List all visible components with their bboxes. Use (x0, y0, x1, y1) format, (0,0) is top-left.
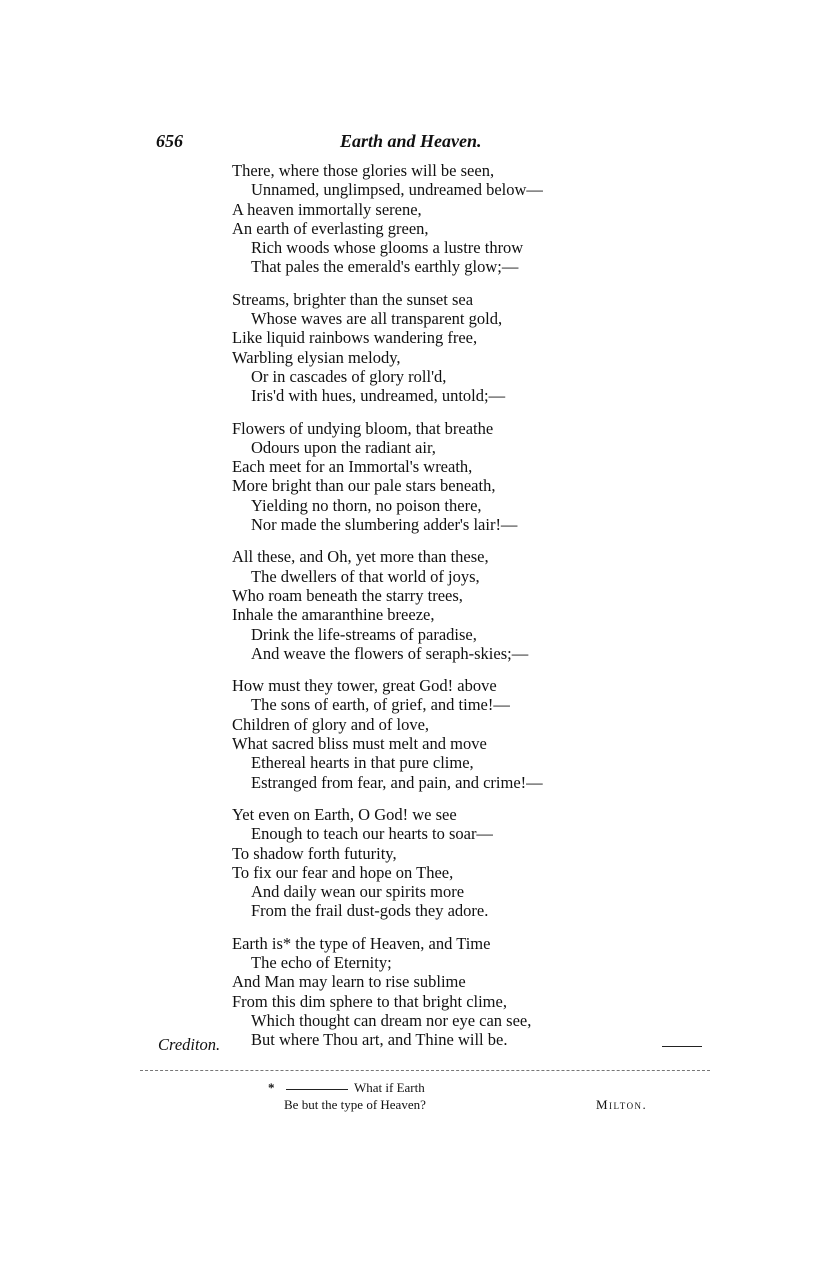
running-title: Earth and Heaven. (340, 131, 482, 151)
poem-line: Odours upon the radiant air, (251, 437, 436, 457)
footnote-quote-2: Be but the type of Heaven? (284, 1097, 426, 1112)
poem-line: But where Thou art, and Thine will be. (251, 1030, 508, 1050)
poem-line: How must they tower, great God! above (232, 676, 497, 696)
poem-line: Drink the life-streams of paradise, (251, 624, 477, 644)
poem-line: All these, and Oh, yet more than these, (232, 547, 489, 567)
poem-line: More bright than our pale stars beneath, (232, 476, 496, 496)
stanza-5 (232, 676, 652, 792)
poem-line: Yet even on Earth, O God! we see (232, 804, 457, 824)
poem-line: Rich woods whose glooms a lustre throw (251, 238, 524, 258)
poem-line: Estranged from fear, and pain, and crime!— (251, 772, 543, 792)
poem-line: From the frail dust-gods they adore. (251, 901, 489, 921)
poem-line: And daily wean our spirits more (251, 882, 465, 902)
stanza-6 (232, 805, 652, 921)
poem-line: Iris'd with hues, undreamed, untold;— (251, 386, 506, 406)
poem-line: Which thought can dream nor eye can see, (251, 1010, 532, 1030)
poem-line: Streams, brighter than the sunset sea (232, 289, 474, 309)
poem-line: The echo of Eternity; (251, 952, 392, 972)
footnote-marker: * (268, 1080, 275, 1095)
poem-body (232, 161, 652, 1062)
poem-line: Children of glory and of love, (232, 714, 430, 734)
footnote-line-1 (268, 1079, 668, 1096)
poem-line: An earth of everlasting green, (232, 218, 429, 238)
poem-line: What sacred bliss must melt and move (232, 734, 487, 754)
footnote-author: Milton. (596, 1097, 648, 1112)
end-rule (662, 1046, 702, 1047)
footnote-quote-1: What if Earth (354, 1080, 425, 1095)
footnote-dash (286, 1089, 348, 1090)
footnote-divider (140, 1070, 710, 1071)
stanza-1 (232, 161, 652, 277)
poem-line: Or in cascades of glory roll'd, (251, 366, 447, 386)
poem-line: From this dim sphere to that bright clime, (232, 991, 507, 1011)
poem-line: To fix our fear and hope on Thee, (232, 862, 454, 882)
poem-line: And weave the flowers of seraph-skies;— (251, 643, 529, 663)
poem-line: And Man may learn to rise sublime (232, 972, 466, 992)
poem-line: The sons of earth, of grief, and time!— (251, 695, 510, 715)
poem-line: Inhale the amaranthine breeze, (232, 605, 435, 625)
page-number: 656 (156, 131, 183, 151)
poem-line: Ethereal hearts in that pure clime, (251, 753, 474, 773)
stanza-4 (232, 547, 652, 663)
footnote (268, 1079, 668, 1113)
stanza-7 (232, 934, 652, 1050)
stanza-3 (232, 419, 652, 535)
poem-line: Flowers of undying bloom, that breathe (232, 418, 494, 438)
poem-line: Unnamed, unglimpsed, undreamed below— (251, 180, 543, 200)
poem-line: Each meet for an Immortal's wreath, (232, 457, 473, 477)
poem-line: A heaven immortally serene, (232, 199, 422, 219)
poem-line: Whose waves are all transparent gold, (251, 309, 503, 329)
poem-line: Like liquid rainbows wandering free, (232, 328, 478, 348)
poem-line: To shadow forth futurity, (232, 843, 397, 863)
poem-line: The dwellers of that world of joys, (251, 566, 480, 586)
poem-line: Yielding no thorn, no poison there, (251, 495, 482, 515)
poem-line: That pales the emerald's earthly glow;— (251, 257, 519, 277)
poem-line: There, where those glories will be seen, (232, 161, 495, 180)
poem-line: Enough to teach our hearts to soar— (251, 824, 493, 844)
poem-line: Warbling elysian melody, (232, 347, 401, 367)
poem-line: Who roam beneath the starry trees, (232, 585, 463, 605)
poem-line: Earth is* the type of Heaven, and Time (232, 933, 491, 953)
stanza-2 (232, 290, 652, 406)
place-signature: Crediton. (158, 1035, 221, 1054)
poem-line: Nor made the slumbering adder's lair!— (251, 515, 518, 535)
